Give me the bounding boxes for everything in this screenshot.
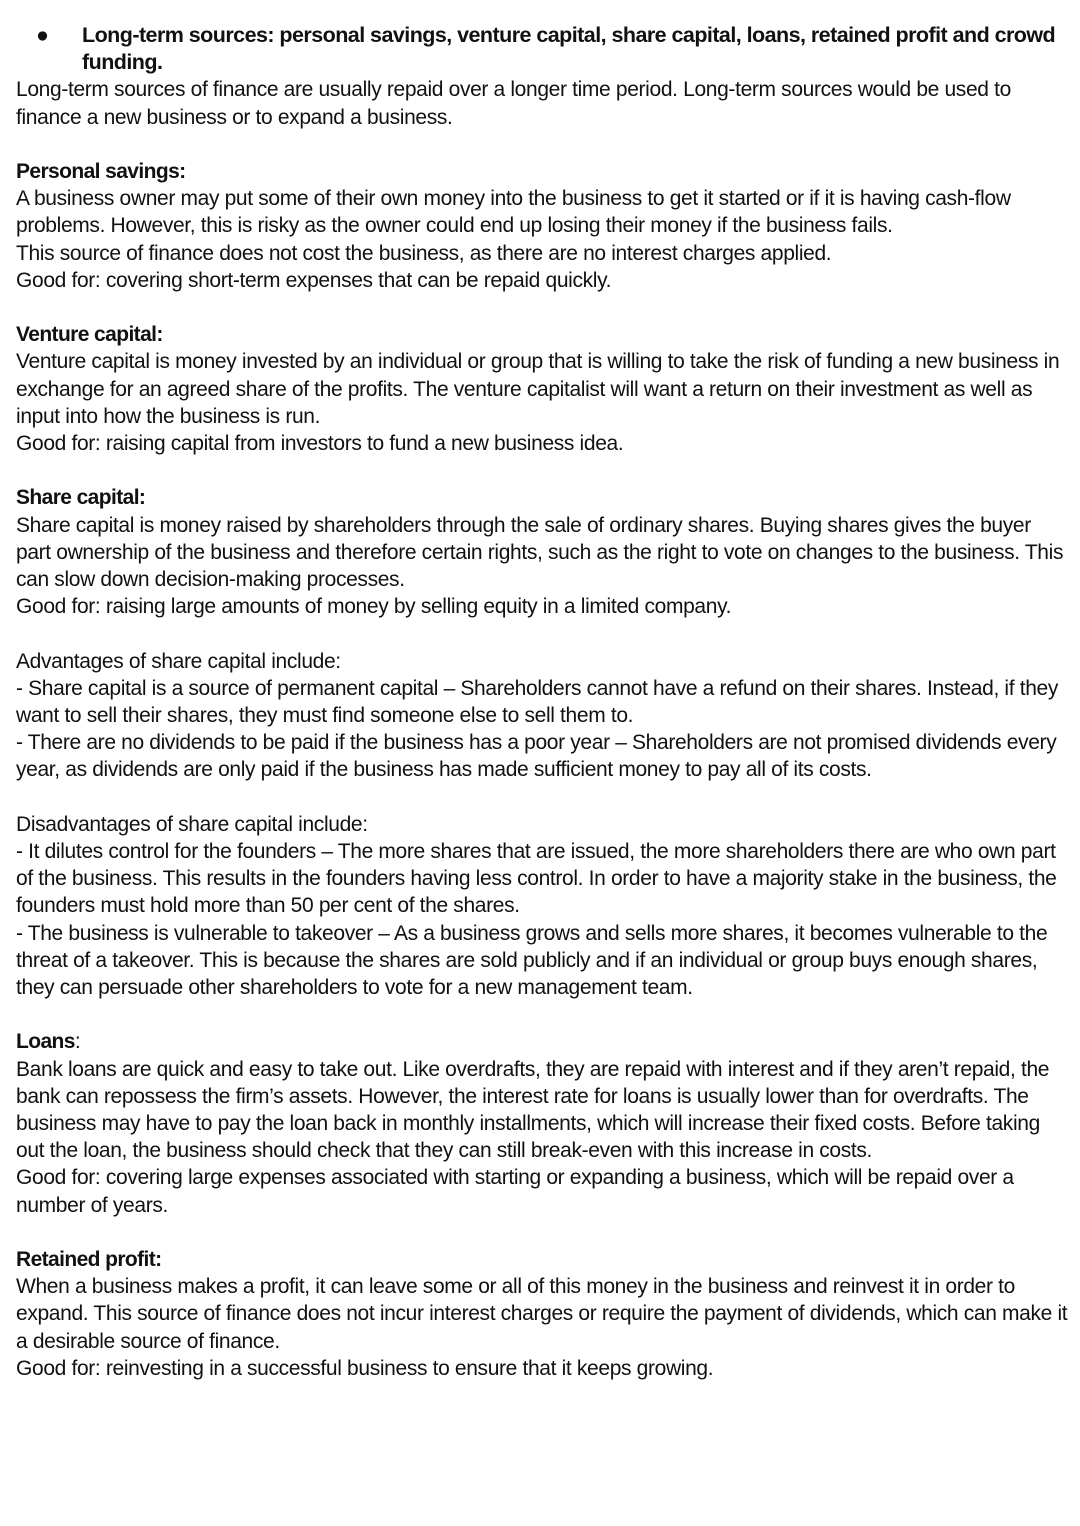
section-heading: Share capital: <box>16 486 146 510</box>
spacer <box>16 131 1068 158</box>
document-page <box>16 22 1068 1382</box>
good-for-line: Good for: raising large amounts of money by selling equity in a limited company. <box>16 595 732 619</box>
section-venture-capital <box>16 321 1068 457</box>
section-loans <box>16 1028 1068 1218</box>
section-personal-savings <box>16 158 1068 294</box>
disadvantages-heading: Disadvantages of share capital include: <box>16 812 368 836</box>
advantage-item: - Share capital is a source of permanent capital – Shareholders cannot have a refund on their shares. Instead, if they want to sell their shares, they must find someone else to sell them to. <box>16 676 1059 728</box>
section-paragraph: Venture capital is money invested by an individual or group that is willing to take the risk of funding a new business in exchange for an agreed share of the profits. The venture capitalist will want a return on their investment as well as input into how the business is run. <box>16 350 1060 428</box>
spacer <box>16 1001 1068 1028</box>
section-heading: Venture capital: <box>16 323 163 347</box>
heading-colon: : <box>74 1030 81 1054</box>
section-paragraph: A business owner may put some of their own money into the business to get it started or if it is having cash-flow problems. However, this is risky as the owner could end up losing their money if the business fails. <box>16 187 1011 238</box>
section-heading <box>16 1028 1068 1055</box>
section-paragraph: Share capital is money raised by shareholders through the sale of ordinary shares. Buying shares gives the buyer part ownership of the business and therefore certain rights, such as the right to vote on changes to the business. This can slow down decision-making processes. <box>16 513 1064 592</box>
spacer <box>16 1219 1068 1246</box>
loans-heading: Loans <box>16 1030 75 1054</box>
good-for-line: Good for: covering large expenses associated with starting or expanding a business, which will be repaid over a number of years. <box>16 1166 1014 1217</box>
spacer <box>16 457 1068 484</box>
bullet-icon: ● <box>36 23 49 47</box>
section-heading: Personal savings: <box>16 160 186 183</box>
spacer <box>16 620 1068 647</box>
good-for-line: Good for: covering short-term expenses that can be repaid quickly. <box>16 268 612 292</box>
section-paragraph: This source of finance does not cost the business, as there are no interest charges applied. <box>16 241 832 265</box>
disadvantage-item: - The business is vulnerable to takeover – As a business grows and sells more shares, it becomes vulnerable to the threat of a takeover. This is because the shares are sold publicly and if an individual or group buys enough shares, they can persuade other shareholders to vote for a new management team. <box>16 921 1048 1000</box>
spacer <box>16 294 1068 321</box>
section-share-capital <box>16 484 1068 1001</box>
disadvantage-item: - It dilutes control for the founders – The more shares that are issued, the more shareholders there are who own part of the business. This results in the founders having less control. In order to have a majority stake in the business, the founders must hold more than 50 per cent of the shares. <box>16 840 1057 918</box>
intro-bullet <box>16 22 1068 76</box>
spacer <box>16 784 1068 811</box>
advantages-heading: Advantages of share capital include: <box>16 649 341 673</box>
section-paragraph: Bank loans are quick and easy to take out. Like overdrafts, they are repaid with interest and if they aren’t repaid, the bank can repossess the firm’s assets. However, the interest rate for loans is usually lower than for overdrafts. The business may have to pay the loan back in monthly installments, which will increase their fixed costs. Before taking out the loan, the business should check that they can still break-even with this increase in costs. <box>16 1057 1050 1163</box>
good-for-line: Good for: raising capital from investors to fund a new business idea. <box>16 432 624 456</box>
intro-bullet-text: Long-term sources: personal savings, venture capital, share capital, loans, retained profit and crowd funding. <box>82 23 1056 75</box>
good-for-line: Good for: reinvesting in a successful business to ensure that it keeps growing. <box>16 1356 714 1380</box>
advantage-item: - There are no dividends to be paid if the business has a poor year – Shareholders are not promised dividends every year, as dividends are only paid if the business has made sufficient money to pay all of its costs. <box>16 731 1057 782</box>
section-heading: Retained profit: <box>16 1248 162 1272</box>
section-paragraph: When a business makes a profit, it can leave some or all of this money in the business and reinvest it in order to expand. This source of finance does not incur interest charges or require the payment of dividends, which can make it a desirable source of finance. <box>16 1275 1068 1353</box>
intro-paragraph: Long-term sources of finance are usually repaid over a longer time period. Long-term sources would be used to finance a new business or to expand a business. <box>16 78 1011 129</box>
section-retained-profit <box>16 1246 1068 1382</box>
